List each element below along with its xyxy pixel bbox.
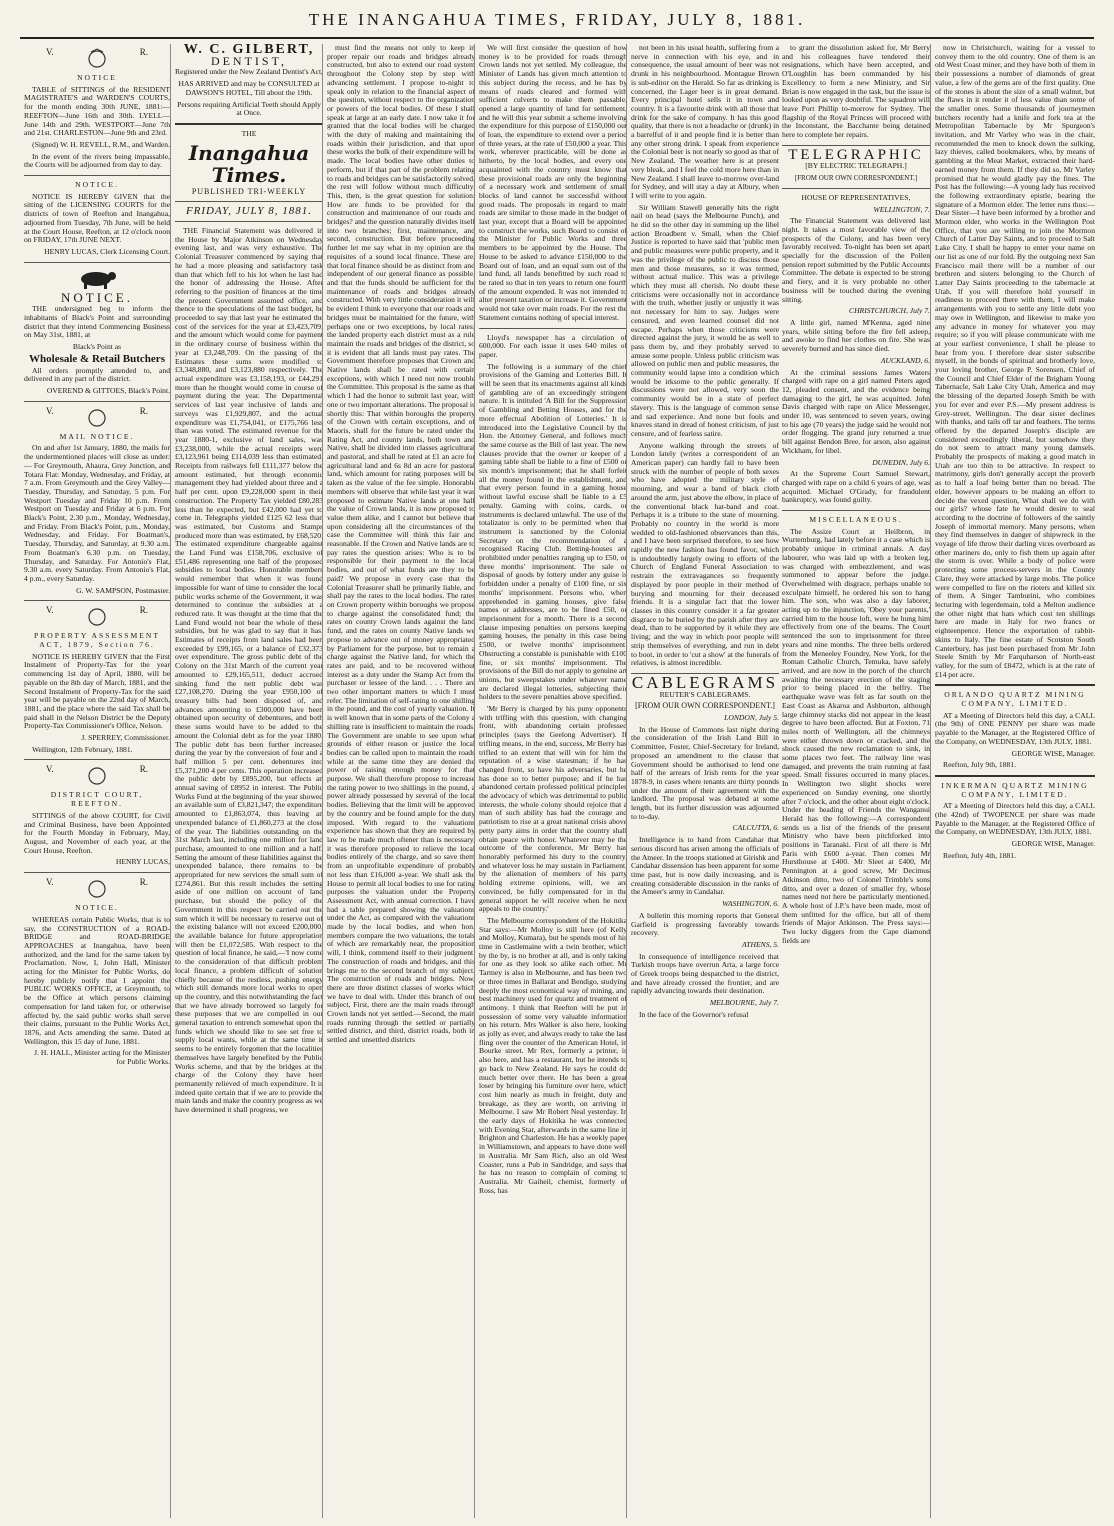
orlando-body: AT a Meeting of Directors held this day, a CALL (the 9th) of ONE PENNY per share was made payable to the Manager, at the Registered Office of the Company, on WEDNESDAY, 13th JULY, 1881. (935, 710, 1095, 746)
divider (782, 145, 930, 146)
calcutta-item: Intelligence is to hand from Candahar that serious discord has arisen among the officials of the Ameer. In the troops stationed at Girishk and Candahar dissension has been apparent for some time past, but is now daily increasing, and is creating considerable discussion in the ranks of the Ameer's army in Candahar. (631, 835, 779, 897)
dc-r: R. (139, 764, 148, 775)
divider (782, 510, 930, 511)
bull-icon (74, 268, 120, 290)
miscellaneous-heading: MISCELLANEOUS. (809, 515, 903, 525)
melbourne-dateline: MELBOURNE, July 7. (709, 998, 779, 1008)
mail-signature: G. W. SAMPSON, Postmaster. (76, 585, 170, 595)
auckland-item: At the criminal sessions James Waters charged with rape on a girl named Peters aged 12, pleaded consent, and the evidence being damaging to the girl, he was acquitted. John Davis charged with rape on Alice Messenger, under 10, was sentenced to seven years, owing to his age (70 years) the judge said he would not order flogging. The grand jury returned a true bill against Bendon Bree, for arson, also against Wickham, for libel. (782, 367, 930, 455)
telegraph-own: [FROM OUR OWN CORRESPONDENT.] (794, 174, 918, 183)
divider (24, 759, 170, 760)
royal-crest-icon (84, 48, 110, 70)
masthead: THE INANGAHUA TIMES, FRIDAY, JULY 8, 1881. (308, 10, 806, 29)
pw-signature: J. H. HALL, Minister acting for the Minister for Public Works. (34, 1048, 170, 1067)
divider (782, 188, 930, 189)
washington-dateline: WASHINGTON, 6. (722, 899, 779, 909)
notice3-heading: NOTICE. (61, 289, 133, 305)
notice2-heading: NOTICE. (75, 180, 119, 190)
berry-item: 'Mr Berry is charged by his puny opponents with trifling with this question, with changing front, with abandoning certain professed principles (says the Geelong Advertiser). If trifling means, in the end, success, Mr Berry has trifled to an extent that will win for him the reputation of a wise statesman; if he has changed front, so have his adversaries, but he has done so to better purpose; and if he has abandoned certain professed political principles the advocacy of which was detrimental to public interests, the whole colony should rejoice that a man of such ability has had the courage and patriotism to rise at a great national crisis above petty party aims in order that the country shall obtain peace with honor. Whatever may be the outcome of the conference, Mr Berry has honorably performed his duty to the country, and whatever loss he may sustain in Parliament, by the alienation of members of his party holding extreme opinions, will, we are convinced, be fully compensated for in the general support he will receive when he next appeals to the country.' (479, 704, 627, 914)
prop-heading: PROPERTY ASSESSMENT ACT, 1879, Section 76. (33, 631, 161, 650)
inkerman-date: Reefton, July 4th, 1881. (943, 850, 1016, 860)
financial-article-continued: must find the means not only to keep in proper repair our roads and bridges already constructed, but also to extend our road system throughout the Colony step by step with advancing settlement. I propose to-night to speak only in relation to the financial aspect of the question, without respect to the organization or powers of the local bodies. Of these I shall speak at large at an early date. I now take it for granted that the local bodies will be charged with the duty of making and maintaining the roads within their jurisdiction, and that upon these works the bulk of their expenditure will be made. The local bodies have other duties to perform, but if that part of the problem relating to roads and bridges can be satisfactorily solved, the rest will follow without much difficulty. This, then, is the great question for solution: How are funds to be provided for the construction and maintenance of our roads and bridges? and the question naturally divides itself into two branches; first, maintenance, and second, construction. But before proceeding further let me say what in my opinion are the requisites of a sound local finance. These are, that local finance should be as distinct from and independent of our general finance as possible, and that the funds should be sufficient for the maintenance of roads and bridges already constructed. With very little consideration it will be evident I think to everyone that our roads and bridges must be maintained for the future, with perhaps one or two exceptions, by local rates; the landed property each district must as a rule maintain the roads and bridges of the district, so it is evident that all lands must pay rates. The Government therefore proposes that Crown and Native lands shall be rated with certain exceptions, with which I need not now trouble the Committee. This proposal is the same as that which I had the honor to submit last year, with one or two important alterations. The proposal is shortly this: That within boroughs the property of the Crown with certain exceptions, and of Maoris, shall for the future be rated under the Rating Act, and county lands, both town and Native, shall be divided into classes agricultural and pastoral, and shall be rated at £1 an acre for agricultural land and 6s 8d an acre for pastoral land, which amount for rating purposes will be taken as the value of the fee simple. Honorable members will observe that while last year it was proposed to estimate Native lands at one half the value of Crown lands, it is now proposed to value them alike, and I cannot but believe that upon considering all the circumstances of the case the Committee will think this fair and reasonable. If the Crown and Native lands are to pay rates the question arises: Who is to be responsible for their payment to the local bodies, and out of what funds are they to be paid? We propose in every case that the Colonial Treasurer shall be primarily liable, and shall pay the rates to the local bodies. The rates on Crown property within boroughs we propose to charge against the consolidated fund; the rates on county Crown lands against the land fund, and the rates on county Native lands we propose to advance out of money appropriated by Parliament for the purpose, but to remain a charge against the Native land, for which the rates are paid, and to be recovered without interest as a duty under the Stamp Act from the purchaser or lessee of the land. . . . There are two other important matters to which I must refer. The limitation of self-rating to one shilling in the pound, and the cost of yearly valuation. It is well known that in some parts of the Colony a shilling rate is insufficient to maintain the roads. The Government are unable to see upon what grounds of either reason or justice the local bodies can be called upon to maintain the roads while at the same time they are denied the power of raising enough money for that purpose. We shall therefore propose to increase the rating power to two shillings in the pound, a power already possessed by several of the local bodies. Believing that the limit will be approved by the country and be found ample for the duty imposed. With regard to the valuations experience has shown that they are required by law to be made much oftener than is necessary, it was therefore proposed to relieve the local bodies entirely of the charge, and so save them from an unprofitable expenditure of probably not less than £16,000 a-year. We shall ask the House to permit all local bodies to use for rating purposes the valuation under the Property Assessment Act, with annual correction. I have had a table prepared showing the valuations under the Act, as compared with the valuations made by the local bodies, and when hon. members compare the two valuations, the totals of which are remarkably near, the proposition will, I think, commend itself to their judgment. The construction of roads and bridges, and this brings me to the second branch of my subject. The construction of roads and bridges. Now, there are three distinct classes of works which we have to deal with. Under this branch of our subject, First, there are the main roads through Crown lands not yet settled.—Second, the main roads running through the settled or partially settled district, and third, district roads, both in settled and unsettled districts (327, 44, 475, 1045)
orlando-date: Reefton, July 9th, 1881. (943, 760, 1016, 770)
notice3-body: THE undersigned beg to inform the inhabitants of Black's Point and surrounding district that they intend Commencing Business on May 31st, 1881, at (24, 304, 170, 340)
prop-date: Wellington, 12th February, 1881. (32, 744, 133, 754)
financial-statement-article: THE Financial Statement was delivered in the House by Major Atkinson on Wednesday evening last, and was very exhaustive. The Colonial Treasurer commenced by saying that he had a more pleasing and satisfactory task than that which fell to his lot when he last had the honor of addressing the House. After referring to the position of finances at the time the present Government assumed office, and thence to the speculations of the last budget, he proceeded to say that last year he estimated the cost of the services for the year at £3,423,709, and the amount which would come for payment in the ordinary course of business within the year at £3,248,709. On the passing of the Estimates these sums were modified to £3,348,880, and £3,123,880 respectively. The actual expenditure was £3,158,193, or £44,291 more than he thought would come in course of payment during the year. The Departmental services of last year inclusive of lands and surveys was £1,929,807, and the actual expenditure was £1,754,041, or £175,766 less than was voted. The estimated revenue for the year 1880-1, exclusive of land sales, was £3,238,000, while the actual receipts were £3,123,961 being £114,039 less than estimated. Receipts from railways fell £111,377 below the amount estimated, but through economic management they had yielded about three and a half per cent. upon £9,228,000 spent in their construction. The Property Tax yielded £80,283 less than he expected, but £42,000 had yet to come in. Telegraphs yielded £125 62 less than was estimated, but Customs and Stamps produced more than was estimated, by £68,520. The estimated expenditure chargeable against the Land Fund was £158,706, exclusive of £51,486 representing one half of the proposed subsidies to local bodies. Honorable members would remember that when it was found impossible for want of time to consider the local public works scheme of the Government, it was determined to continue the subsidies at a reduced rate. It was thought at the time that the Land Fund would not bear the whole of these subsidies, but he was glad to say that it has. Estimates of receipts from land sales had been exceeded by £99,165, or a balance of £32,373 over expenditure. The gross public debt of the Colony on the 31st March of the current year amounted to £29,165,511, deduct accrued sinking fund the nett public debt was £27,108,270. During the year £950,100 of treasury bills had been disposed of, and advances amounting to £300,000 have been obtained upon security of debentures, and both these sums would have to be added to the amount the Colonial debt as for the year 1880. The public debt has been further increased during the year by the conversion of four and a half million 5 per cent. debentures into £5,371,200 4 per cents. This operation increased the public debt by £895,200, but effects an annual saving of £8952 in interest. The Public Works Fund at the beginning of the year showed an available sum of £3,821,347; the expenditure amounted to £1,863,074, thus leaving an unexpended balance of £1,860,273 at the close of the year. The liabilities outstanding on the 31st March last, including one million for land purchase, amounted to one million and a half. Setting the amount of these liabilities against the unexpended balance, there remains to be appropriated for new services the small sum of £274,861. But this result includes the setting aside of one million on account of land purchase, but should the policy of the Government in this respect be carried out the sum which it will be necessary to reserve out of the existing balance will not exceed £200,000, the available balance for future appropriation will then be £1,072,585. With respect to the question of local finance, he said,—'I now come to the consideration of that difficult problem local finance, a problem difficult of solution chiefly because of the restless, pushing energy which still demands more local works to open up the country, and this notwithstanding the fact that we have already borrowed so largely for these purposes that we are compelled in our general taxation to entrench somewhat upon the funds which we should like to see set free to supply local wants, while at the same time it seems to be entirely forgotten that the localities themselves have largely benefited by the Public Works scheme, and that by the bridges at the charge of the Colony they have been permanently relieved of much expenditure. It is indeed quite certain that if we are to provide the main lands and make the country progress as we have determined it shall progress, we (175, 226, 323, 1115)
royal-crest-icon (84, 765, 110, 787)
main-roads-article: We will first consider the question of how money is to be provided for roads through Crown lands not yet settled. My colleague, the Minister of Lands has given much attention to this subject during the recess, and he has by means of roads cleared and formed with sufficient culverts to make them passable, opened a large quantity of land for settlement, and he will this year submit a scheme involving the expenditure for this purpose of £150,000 out of loan, the expenditure to extend over a period of three years, at the rate of £50,000 a year. This work, wherever practicable, will be done as hitherto, by the local bodies, and every one acquainted with the country must know that these provisional roads are only the beginning of a necessary work and settlement of small blocks of land cannot be successful without good roads. The proposals in regard to main roads are similar to those made in the budget of last year, except that a Board will be appointed to construct the works, such Board to consist of the Minister for Public Works and three members to be appointed by the House. The House to be asked to advance £150,000 to the Board out of loan, and an equal sum out of the land fund, all lands benefitted by such road to be rated so that in ten years to return one fourth of the amount expended. It was not intended to alter present taxation or increase it. Government would not take over main roads. For the rest the Statement contains nothing of special interest. (479, 44, 627, 322)
column-1 (20, 44, 170, 1518)
gaming-bill-item: The following is a summary of the chief provisions of the Gaming and Lotteries Bill. It will be seen that its enactments against all kinds of gambling are of an exceedingly stringent nature. It is intituled 'A Bill for the Suppression of Gambling and Betting Houses, and for the more effectual Abolition of Lotteries.' It is introduced into the Legislative Council by the Hon. the Attorney General, and follows much the same course as the Bill of last year. The new clauses provide that the owner or keeper of a gaming table shall be liable to a fine of £500 or six month's imprisonment; that he shall forfeit all the money found in the establishment, and that every person found in a gaming house without lawful excuse shall be liable to a £5 penalty. Gaming with coins, cards, or instruments is declared unlawful. The use of the totalizator is only to be permitted when that instrument is sanctioned by the Colonial Secretary on the recommendation of a recognised Racing Club. Betting-houses are prohibited under penalties ranging up to £50, or three months' imprisonment. The sale or disposal of goods by lottery under any guise is forbidden under a penalty of £100 fine, or six months' imprisonment. Persons who, when apprehended in gaming houses, give false names or addresses, are to be fined £50, or imprisonment for a month. There is a second clause imposing penalties on persons keeping gaming houses, the penalty in this case being £500, or twelve months' imprisonment. Obstructing a constable is punishable with £100 fine, or six months' imprisonment. The provisions of the Bill do not apply to genuine art unions, but sweepstakes under whatever name are declared illegal lotteries, subjecting their holders to the severe penalties above specified. (479, 361, 627, 702)
prop-crest (24, 606, 170, 628)
column-3 (322, 44, 475, 1518)
paper-dateline: FRIDAY, JULY 8, 1881. (185, 205, 313, 218)
column-7 (930, 44, 1095, 1518)
london-item: In the House of Commons last night during the consideration of the Irish Land Bill in Committee, Foster, Chief-Secretary for Ireland, proposed an amendment to the clause that Government should be authorised to lend one half of the arrears of Irish rents for the year 1878-9, in cases where tenants are thirty pounds under the amount of their agreement with the landlord. The proposal was debated at some length, but its further discussion was adjourned to to-day. (631, 724, 779, 821)
column-2 (170, 44, 323, 1518)
paper-published: PUBLISHED TRI-WEEKLY (191, 186, 307, 196)
notice1-body: TABLE of SITTINGS of the RESIDENT MAGISTRATE'S and WARDEN'S COURTS, for the month ending 30th JUNE, 1881:— REEFTON—June 16th and 30th. LYELL—June 14th and 29th. WESTPORT—June 7th and 21st. CHARLESTON—June 9th and 23rd. (24, 84, 170, 138)
miscellaneous-items: The Assize Court at Heilbron, in Wurtemburg, had lately before it a case which is probably unique in criminal annals. A day labourer, who was laid up with a broken leg, was charged with embezzlement, and was summoned to appear before the judge. Overwhelmed with disgrace, perhaps unable to exculpate himself, he ordered his son to hang him. The son, who was also a day laborer, acting up to the injunction, 'Obey your parents,' carried him to the house loft, were he hung him effectively from one of the beams. The Court sentenced the son to imprisonment for three years and nine months. The three bells ordered from the Meneeley Foundry, New York, for the Roman Catholic Church, Temuka, have safely arrived, and are now in the porch of the church awaiting the necessary erection of the staging prior to being placed in the belfry. The earthquake wave was felt as far south on the East Coast as Akaroa and Ashburton, although large chimney stacks did not appear in the least degree to have been affected. But at Foxton, 71 miles north of Wellington, all the chimneys were either thrown down or cracked, and the shock caused the new reclamation to sink, in some places two feet. The railway line was damaged, and prevents the train running at fast speed. Small fissures occurred in many places. In Wellington two slight shocks were experienced on Sunday evening, one shortly after 7 o'clock, and the other about eight o'clock. Under the heading of Friends the Wanganui Herald has the following:—A correspondent sends us a list of the friends of the present Ministry who have been pitchforked into positions in Taranaki. First of all there is Mr Paris with £600 a-year. Then comes Mr Hursthouse at £400. Mr Sleet at £400, Mr Pennington at a good screw, Mr Decimus Atkinson ditto, two of Colonel Trimble's sons ditto, and over a dozen of smaller fry, whose names need not here be particularly mentioned. A whole host of J.P.'s have been made, most of them unfitted for the office, but all of them friends of Major Atkinson. The Press says:—Two lucky diggers from the Cape diamond fields are (782, 526, 930, 945)
divider (24, 600, 170, 601)
crest-vr (24, 48, 170, 70)
mail-body: On and after 1st January, 1880, the mails for the undermentioned places will close as under:— For Greymouth, Ahaura, Grey Junction, and Totara Flat: Monday, Wednesday, and Friday, at 7 a.m. From Greymouth and the Grey Valley—Tuesday, Thursday, and Saturday, 5 p.m. For Westport Tuesday and Friday 10 p.m. From Westport on Tuesday and Friday at 6 p.m. For Black's Point, 2.30 p.m., Monday, Wednesday, and Friday. From Black's Point, p.m., Monday, Wednesday, and Friday. For Boatman's, Tuesday, Thursday, and Saturday, at 9.30 a.m. From Boatman's 6.30 p.m. on Tuesday, Thursday, and Saturday. For Antonio's Flat, 9.30 a.m. every Saturday. From Antonio's Flat, 4 p.m., every Saturday. (24, 443, 170, 583)
calcutta-dateline: CALCUTTA, 6. (732, 823, 779, 833)
inkerman-signature: GEORGE WISE, Manager. (1011, 839, 1095, 849)
mail-heading: MAIL NOTICE. (59, 431, 135, 441)
cablegrams-heading: CABLEGRAMS (631, 672, 779, 692)
column-6 (778, 44, 930, 1518)
dunedin-item: At the Supreme Court Samuel Stewart, charged with rape on a child 6 years of age, was acquitted. Michael O'Grady, for fraudulent bankruptcy, was found guilty. (782, 469, 930, 505)
divider (24, 401, 170, 402)
dentist-persons: Persons requiring Artificial Teeth should Apply at Once. (177, 99, 321, 118)
divider (24, 175, 170, 176)
dentist-title: DENTIST, (210, 53, 288, 68)
athens-dateline: ATHENS, 5. (741, 939, 779, 949)
lager-item: not been in his usual health, suffering from a nerve in connection with his eye, and in consequence, the usual amount of beer was not drunk in his neighbourhood. Montague Brown is sub-editor on the Herald. So far as drinking is concerned, the Lager beer is in great demand. Every principal hotel sells it in town and country. It is a favourite drink with all those that drink for the sake of company. It has this good quality, that there is not a headache or (drunk) in a barrelful of it and people find it is better than any other strong drink. I speak from experience the Colonial beer is not nearly so good as that of New Zealand. The weather here is at present very bleak, and I feel the cold more here than in New Zealand. I shall leave to-morrow over-land for Sydney, and will stay a day at Albury, when I will write to you again. (631, 44, 779, 200)
paper-title: Inangahua Times. (188, 140, 310, 187)
dentist-registration: Registered under the New Zealand Dentist's Act, (175, 67, 323, 77)
dunedin-dateline: DUNEDIN, July 6. (872, 457, 930, 467)
divider (24, 872, 170, 873)
royal-crest-icon (84, 606, 110, 628)
notice2-body: NOTICE IS HEREBY GIVEN that the sitting of the LICENSING COURTS for the districts of town of Reefton and Inangahua, adjourned from Tuesday, 7th June, will be held at the Court House, Reefton, at 12 o'clock noon on FRIDAY, 17th JUNE NEXT. (24, 191, 170, 245)
divider (935, 684, 1095, 686)
wellington-dateline: WELLINGTON, 7. (873, 204, 930, 214)
royal-crest-icon (84, 878, 110, 900)
orlando-signature: GEORGE WISE, Manager. (1011, 748, 1095, 758)
column-5 (626, 44, 779, 1518)
pw-body: WHEREAS certain Public Works, that is to say, the CONSTRUCTION of a ROAD-BRIDGE and ROAD-BRIDGE APPROACHES at Inangahua, have been authorized, and the land for the same taken by Proclamation. Now, I, John Hall, Minister acting for the Minister for Public Works, do hereby publicly notify that I appoint the PUBLIC WORKS OFFICE, at Greymouth, to be the Office at which persons claiming compensation for land taken for, or otherwise affected by, the said public works shall serve their claims, pursuant to the Public Works Act, 1876, and Acts amending the same. Dated at Wellington, this 15 day of June, 1881. (24, 914, 170, 1046)
wellington-item: The Financial Statement was delivered last night. It takes a most favorable view of the prospects of the Colony, and has been very favorably received. To-night has been set apart specially for the discussion of the Pollen pension report submitted by the Public Accounts Committee. The debate is expected to be strong and fiery, and it is very probable no other business will be touched during the evening sitting. (782, 216, 930, 304)
divider (24, 262, 170, 263)
pw-crest (24, 878, 170, 900)
notice3-tail: All orders promptly attended to, and delivered in any part of the district. (24, 365, 170, 384)
mail-v: V. (46, 405, 54, 416)
london-dateline: LONDON, July 5. (724, 713, 779, 723)
christchurch-dateline: CHRISTCHURCH, July 7. (849, 306, 930, 316)
notice1-heading: NOTICE (77, 73, 117, 82)
telegraph-sub: [BY ELECTRIC TELEGRAPH.] (805, 161, 907, 171)
prop-body: NOTICE IS HEREBY GIVEN that the First Instalment of Property-Tax for the year commencing 1st day of April, 1880, will be payable on the 8th day of March, 1881, and the Second Instalment of Property-Tax for the said year will be payable on the 22nd day of March, 1881, and the place where the said Tax shall be paid shall in the Nelson District be the Deputy Property-Tax Commissioner's Office, Nelson. (24, 651, 170, 731)
pw-r: R. (139, 877, 148, 888)
pw-v: V. (46, 877, 54, 888)
divider (175, 221, 323, 222)
house-heading: HOUSE OF REPRESENTATIVES, (801, 192, 911, 202)
dc-signature: HENRY LUCAS, (115, 857, 170, 867)
athens-item: In consequence of intelligence received that Turkish troops have overrun Arta, a large force of Greek troops being despatched to the district, and have already crossed the frontier, and are rapidly advancing towards their destination. (631, 951, 779, 996)
notice1-signature: (Signed) W. H. REVELL, R.M., and Warden. (32, 139, 170, 149)
melbourne-correspondent-item: The Melbourne correspondent of the Hokitika Star says:—Mr Molloy is still here (of Kelly and Molloy, Kumara), but he spends most of his time in Castlemaine with a twin brother, which by the by, is no brother at all, and is only taking for one as they look so alike each other. Mr Tarmey is also in Melbourne, and has been two or three times in Ballarat and Bendigo, studying deeply the most economical way of mining, and best machinery used for quartz and treatment of antimony. I think that Reefton will be put in possession of some very valuable information on his return. Mrs Walker is also here, looking as jolly as ever, and always ready to take the last fling over the counter of the American Hotel, in Bourke street. Mr Rex, formerly a printer, is also here, and has a restaurant, but he intends to go back to New Zealand. He says he could do much better over there. He has been a great loser by bringing his furniture over here, which cost him nearly as much in freight, duty and breakage, as they are worth, on arriving in Melbourne. I saw Mr Robert Neal yesterday. In the early days of Hokitika he was connected with Evening Star, afterwards in the same line in Brighton and Charleston. He has a weekly paper in Williamstown, and appears to have done well in Australia. Mr Sam Rich, also an old West Coaster, runs a Pub in Sandridge, and says that he has no reason to complain of coming to Australia. Mr Gaiheil, chemist, formerly of Ross, has (479, 915, 627, 1195)
stawell-item: Sir William Stawell generally hits the right nail on head (says the Melbourne Punch), and he did so the other day in summing up the libel action Broadbent v. Small, when the Chief Justice is reported to have said that 'public men and public measures were public property, and it was the privilege of the public to discuss those men and those measures, so it was termed, without actual malice. This was a privilege which they must all cherish. No doubt these criticisms were occasionally not in accordance with the truth, whether justly or unjustly it was not necessary for him to say. Judges were censured, and even learned counsel did not escape. Perhaps when those criticisms were directed against the jury, it would be as well to pass them by, and they probably served to amuse some people. Unless public criticism was allowed on public men and public measures, the community would lapse into a condition which would be irksome to the public generally. If discussions were not allowed, very soon the community would be in a state of perfect slavery. This is the language of common sense and sad experience. And none but fools and knaves stand in dread of honest criticism, of just censure, and of fearless satire. (631, 202, 779, 438)
mourning-item: Anyone walking through the streets of London lately (writes a correspondent of an American paper) can hardly fail to have been struck with the number of people of both sexes who have adopted the military style of mourning, and wear a band of black cloth around the arm, just above the elbow, in place of the conventional black hat-band and coat. Perhaps it is a tribute to the state of mourning. Probably no country in the world is more wedded to old-fashioned observances than this, and I have been surprised therefore, to see how rapidly the new fashion has found favor, which is undoubtedly largely owing to efforts of the Church of England Funeral Association to restrain the extravagances so frequently displayed by poor people in their method of burying and mourning for their deceased friends. It is a singular fact that the lower classes in this country consider it a far greater disgrace to be buried by the parish after they are dead, than to be supported by it while they are living; and the way in which poor people will strip themselves of everything, and run in debt to boot, in order to 'cut a show' at the funerals of relatives, is almost incredible. (631, 440, 779, 668)
mail-crest (24, 407, 170, 429)
crest-v: V. (46, 47, 54, 57)
column-4 (474, 44, 627, 1518)
dc-crest (24, 765, 170, 787)
washington-item: A bulletin this morning reports that General Garfield is progressing favorably towards recovery. (631, 910, 779, 938)
prop-signature: J. SPERREY, Commissioner. (81, 733, 170, 743)
divider (479, 328, 627, 329)
own-correspondent: [FROM OUR OWN CORRESPONDENT.] (635, 701, 775, 711)
christchurch-item: A little girl, named M'Kenna, aged nine years, while sitting before the fire fell asleep, and awoke to find her clothes on fire. She was severely burned and has since died. (782, 317, 930, 354)
notice3-location: Black's Point as (72, 342, 122, 352)
dentist-name: W. C. GILBERT, (183, 44, 315, 57)
notice1-tail: In the event of the rivers being impassable, the Courts will be adjourned from day to day. (24, 151, 170, 170)
dentist-arrived: HAS ARRIVED and may be CONSULTED at DAWSON'S HOTEL, Till about the 19th. (178, 79, 320, 97)
dc-body: SITTINGS of the above COURT, for Civil and Criminal Business, have been Appointed for the Fourth Monday in February, May, August, and November of each year, at the Court House, Reefton. (24, 810, 170, 855)
inkerman-body: AT a Meeting of Directors held this day, a CALL (the 42nd) of TWOPENCE per share was made Payable to the Manager, at the Registered Office of the Company, on WEDNESDAY, 13th JULY, 1881. (935, 801, 1095, 837)
telegraphic-heading: TELEGRAPHIC (788, 146, 924, 163)
inkerman-heading: INKERMAN QUARTZ MINING COMPANY, LIMITED. (941, 780, 1089, 799)
lloyd-item: Lloyd's newspaper has a circulation of 600,000. For each issue it uses 640 miles of paper. (479, 332, 627, 359)
royal-crest-icon (84, 407, 110, 429)
melbourne-item: In the face of the Governor's refusal (639, 1009, 749, 1019)
dc-v: V. (46, 764, 54, 775)
paper-the: THE (241, 128, 257, 138)
orlando-heading: ORLANDO QUARTZ MINING COMPANY, LIMITED. (944, 690, 1086, 709)
notice3-signature: OVEREND & GITTOES, Black's Point. (46, 385, 170, 395)
mail-r: R. (139, 405, 148, 416)
pw-heading: NOTICE. (75, 903, 119, 913)
dc-heading: DISTRICT COURT, REEFTON. (50, 790, 144, 809)
auckland-dateline: AUCKLAND, 6. (880, 355, 930, 365)
divider (935, 775, 1095, 777)
notice2-signature: HENRY LUCAS, Clerk Licensing Court. (44, 246, 170, 256)
crest-r: R. (139, 47, 148, 57)
masthead-rule (20, 37, 1094, 39)
divider (175, 201, 323, 202)
berry-resign-item: to grant the dissolution asked for, Mr Berry and his colleagues have tendered their resignations, which have been accepted, and O'Loughlin has been commanded by his Excellency to form a new Ministry, and Sir Brian is now engaged in the task, but the issue is looked upon as very doubtful. The squadron will leave Port Phillip to-morrow for Sydney. The flagship of the Royal Princes will proceed with the Inconstant, the Bacchante being detained here to complete her repairs. (782, 44, 930, 140)
prop-v: V. (46, 605, 54, 616)
prop-r: R. (139, 605, 148, 616)
reuter-heading: REUTER'S CABLEGRAMS. (659, 689, 751, 699)
notice3-title: Wholesale & Retail Butchers (29, 352, 165, 365)
diggers-mormon-items: now in Christchurch, waiting for a vessel to convey them to the old country. One of them is an old West Coast miner, and they have both of them in their possessions a number of diamonds of great value, a few of the gems are of the first quality. One of the stones is about the size of a small walnut, but the flaws in it render it of less value than some of the smaller ones. Some thousands of journeymen butchers recently had a knife and fork tea at the Metropolitan Tabernacle by Mr Spurgeon's invitation, and Mr Varley who was in the chair, recommended the men to knock down the sulking, lazy thieves, called bookmakers, who, by means of gambling at the Meat Market, extracted their hard-earned money from them. If they did so, Mr Varley promised that he would gladly pay the fines. The Post has the following:—A young lady has received the following extraordinary epistle, bearing the signature of a Mormon elder. The letter runs thus:—Dear Sister—I have been informed by a brother and Mormon elder, who works in the Wellington Post Office, that you are willing to join the Mormon Church of Latter Day Saints, and to proceed to Salt Lake City. I shall be happy to enter your name on our list as one of our fold. By the outgoing next San Francisco mail there will be a number of our brethren and sisters belonging to the Church of Latter Day Saints proceeding to the tabernacle at Utah. If you will therefore hold yourself in readiness to proceed there with them, I will make arrangements with you to settle any little debt you may owe in Wellington, and likewise to make you any advance in money for whatever you may require; so if you will please communicate with me at your earliest convenience, I shall be please to hear from you. I therefore dear sister subscribe myself, in the bonds of spiritual and brotherly love, your loving brother, George P. Sorensen, Chief of the Council and Chief Elder of the Brigham Young Tabernacle, Salt Lake City Utah, America and may the blessing of the departed Joseph Smith be with you for ever and ever P.S.—My present address is Grey-street, Wellington. The dear sister declines with thanks, and tails off tar and feathers. The terms offered by the departed Joseph's disciple are considered exceedingly liberal, but somehow they do not seem to attract many young damsels. Probably the prospects of making a good match in Utah are too thin to be attractive. In respect to matrimony, girls don't generally accept the proverb as to half a loaf being better than no bread. The elder, however appears to be making an effort to decide the vexed question, What shall we do with our girls? whose fate he would desire to seal according to the doctrine of followers of the saintly Joseph of immortal memory. Many persons, when they find themselves in danger of shipwreck in the voyage of life throw their darling vices overboard as other mariners do, only to fish them up again after the storm is over. While a body of police were protecting some process-servers in the County Clare, they were attacked by large mobs. The police were compelled to fire on the rioters and killed six of them. A Singer Tamburini, who combines lecturing with legerdemain, told a Melton audience the other night that hats which cost ten shillings here are made in Italy for two francs or eighteenpence. Hence the exportation of rabbit-skins to Italy. The fine estate of Scotston South Canterbury, has just been purchased from Mr John Steele Smith by Mr Farquharson of North-east valley, for the sum of £8472, which is at the rate of £14 per acre. (935, 44, 1095, 679)
divider (175, 123, 323, 125)
